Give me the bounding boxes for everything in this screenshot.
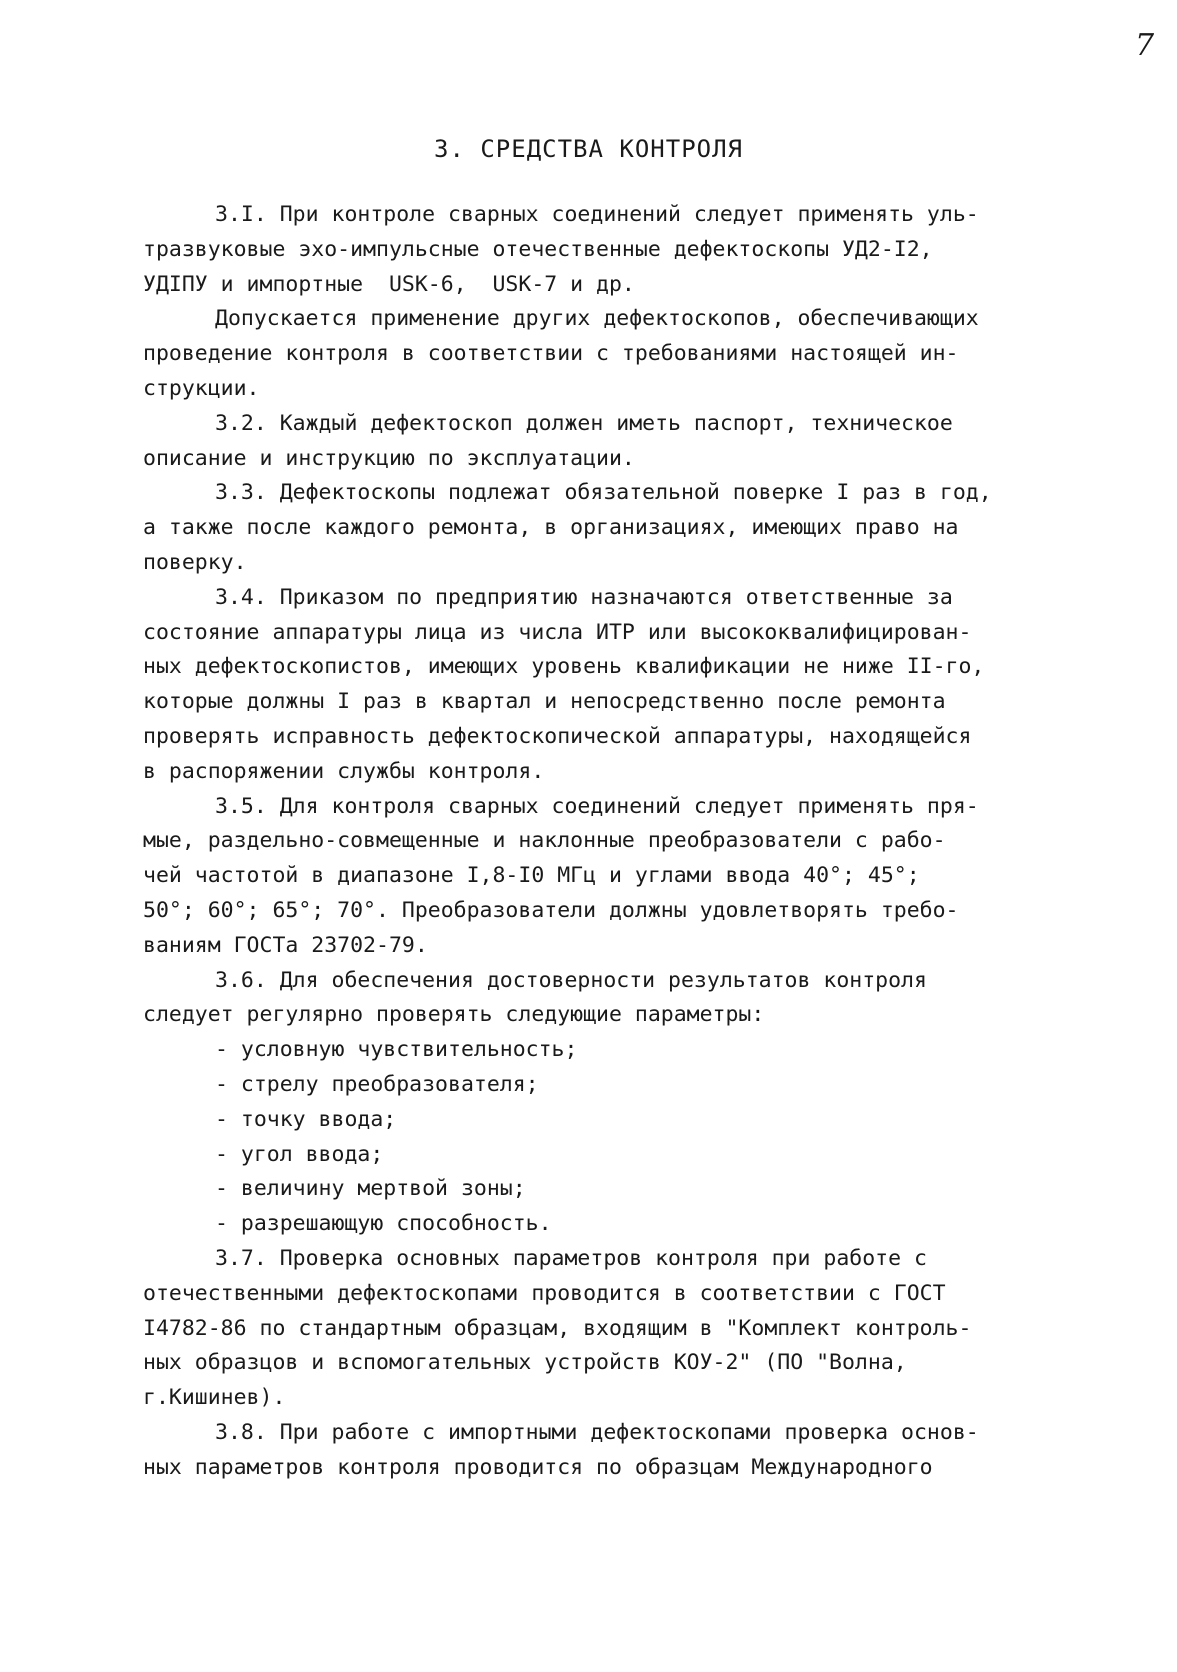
text-line: 50°; 60°; 65°; 70°. Преобразователи должны удовлетворять требо- — [143, 897, 959, 923]
text-line: а также после каждого ремонта, в организациях, имеющих право на — [143, 515, 959, 541]
text-line: 3.3. Дефектоскопы подлежат обязательной поверке I раз в год, — [215, 480, 992, 506]
text-line: 3.7. Проверка основных параметров контроля при работе с — [215, 1245, 927, 1271]
text-line: г.Кишинев). — [143, 1385, 286, 1411]
list-item: - величину мертвой зоны; — [215, 1176, 526, 1202]
text-line: ваниям ГОСТа 23702-79. — [143, 932, 428, 958]
text-line: тразвуковые эхо-импульсные отечественные дефектоскопы УД2-I2, — [143, 236, 933, 262]
text-line: 3.8. При работе с импортными дефектоскопами проверка основ- — [215, 1419, 979, 1445]
text-line: 3.5. Для контроля сварных соединений следует применять пря- — [215, 793, 979, 819]
text-line: поверку. — [143, 549, 247, 575]
text-line: УДIПУ и импортные USK-6, USK-7 и др. — [143, 271, 635, 297]
text-line: проведение контроля в соответствии с требованиями настоящей ин- — [143, 341, 959, 367]
text-line: проверять исправность дефектоскопической аппаратуры, находящейся — [143, 723, 972, 749]
page-number: 7 — [1135, 28, 1155, 63]
text-line: мые, раздельно-совмещенные и наклонные преобразователи с рабо- — [143, 828, 946, 854]
text-line: струкции. — [143, 375, 260, 401]
text-line: 3.2. Каждый дефектоскоп должен иметь паспорт, техническое — [215, 410, 953, 436]
text-line: описание и инструкцию по эксплуатации. — [143, 445, 635, 471]
text-line: которые должны I раз в квартал и непосредственно после ремонта — [143, 689, 946, 715]
text-line: Допускается применение других дефектоскопов, обеспечивающих — [215, 306, 979, 332]
text-line: 3.4. Приказом по предприятию назначаются ответственные за — [215, 584, 953, 610]
text-line: ных дефектоскопистов, имеющих уровень квалификации не ниже II-го, — [143, 654, 985, 680]
list-item: - угол ввода; — [215, 1141, 384, 1167]
document-body — [143, 198, 1083, 1485]
text-line: 3.6. Для обеспечения достоверности результатов контроля — [215, 967, 927, 993]
text-line: следует регулярно проверять следующие параметры: — [143, 1002, 765, 1028]
text-line: отечественными дефектоскопами проводится в соответствии с ГОСТ — [143, 1280, 946, 1306]
text-line: чей частотой в диапазоне I,8-I0 МГц и углами ввода 40°; 45°; — [143, 863, 920, 889]
list-item: - точку ввода; — [215, 1106, 397, 1132]
list-item: - условную чувствительность; — [215, 1037, 578, 1063]
list-item: - стрелу преобразователя; — [215, 1071, 539, 1097]
text-line: 3.I. При контроле сварных соединений следует применять уль- — [215, 202, 979, 227]
text-line: состояние аппаратуры лица из числа ИТР или высококвалифицирован- — [143, 619, 972, 645]
list-item: - разрешающую способность. — [215, 1211, 552, 1237]
text-line: в распоряжении службы контроля. — [143, 758, 545, 784]
text-line: ных образцов и вспомогательных устройств КОУ-2" (ПО "Волна, — [143, 1350, 907, 1376]
text-line: ных параметров контроля проводится по образцам Международного — [143, 1454, 933, 1480]
text-line: I4782-86 по стандартным образцам, входящим в "Комплект контроль- — [143, 1315, 972, 1341]
section-title: 3. СРЕДСТВА КОНТРОЛЯ — [434, 135, 743, 163]
